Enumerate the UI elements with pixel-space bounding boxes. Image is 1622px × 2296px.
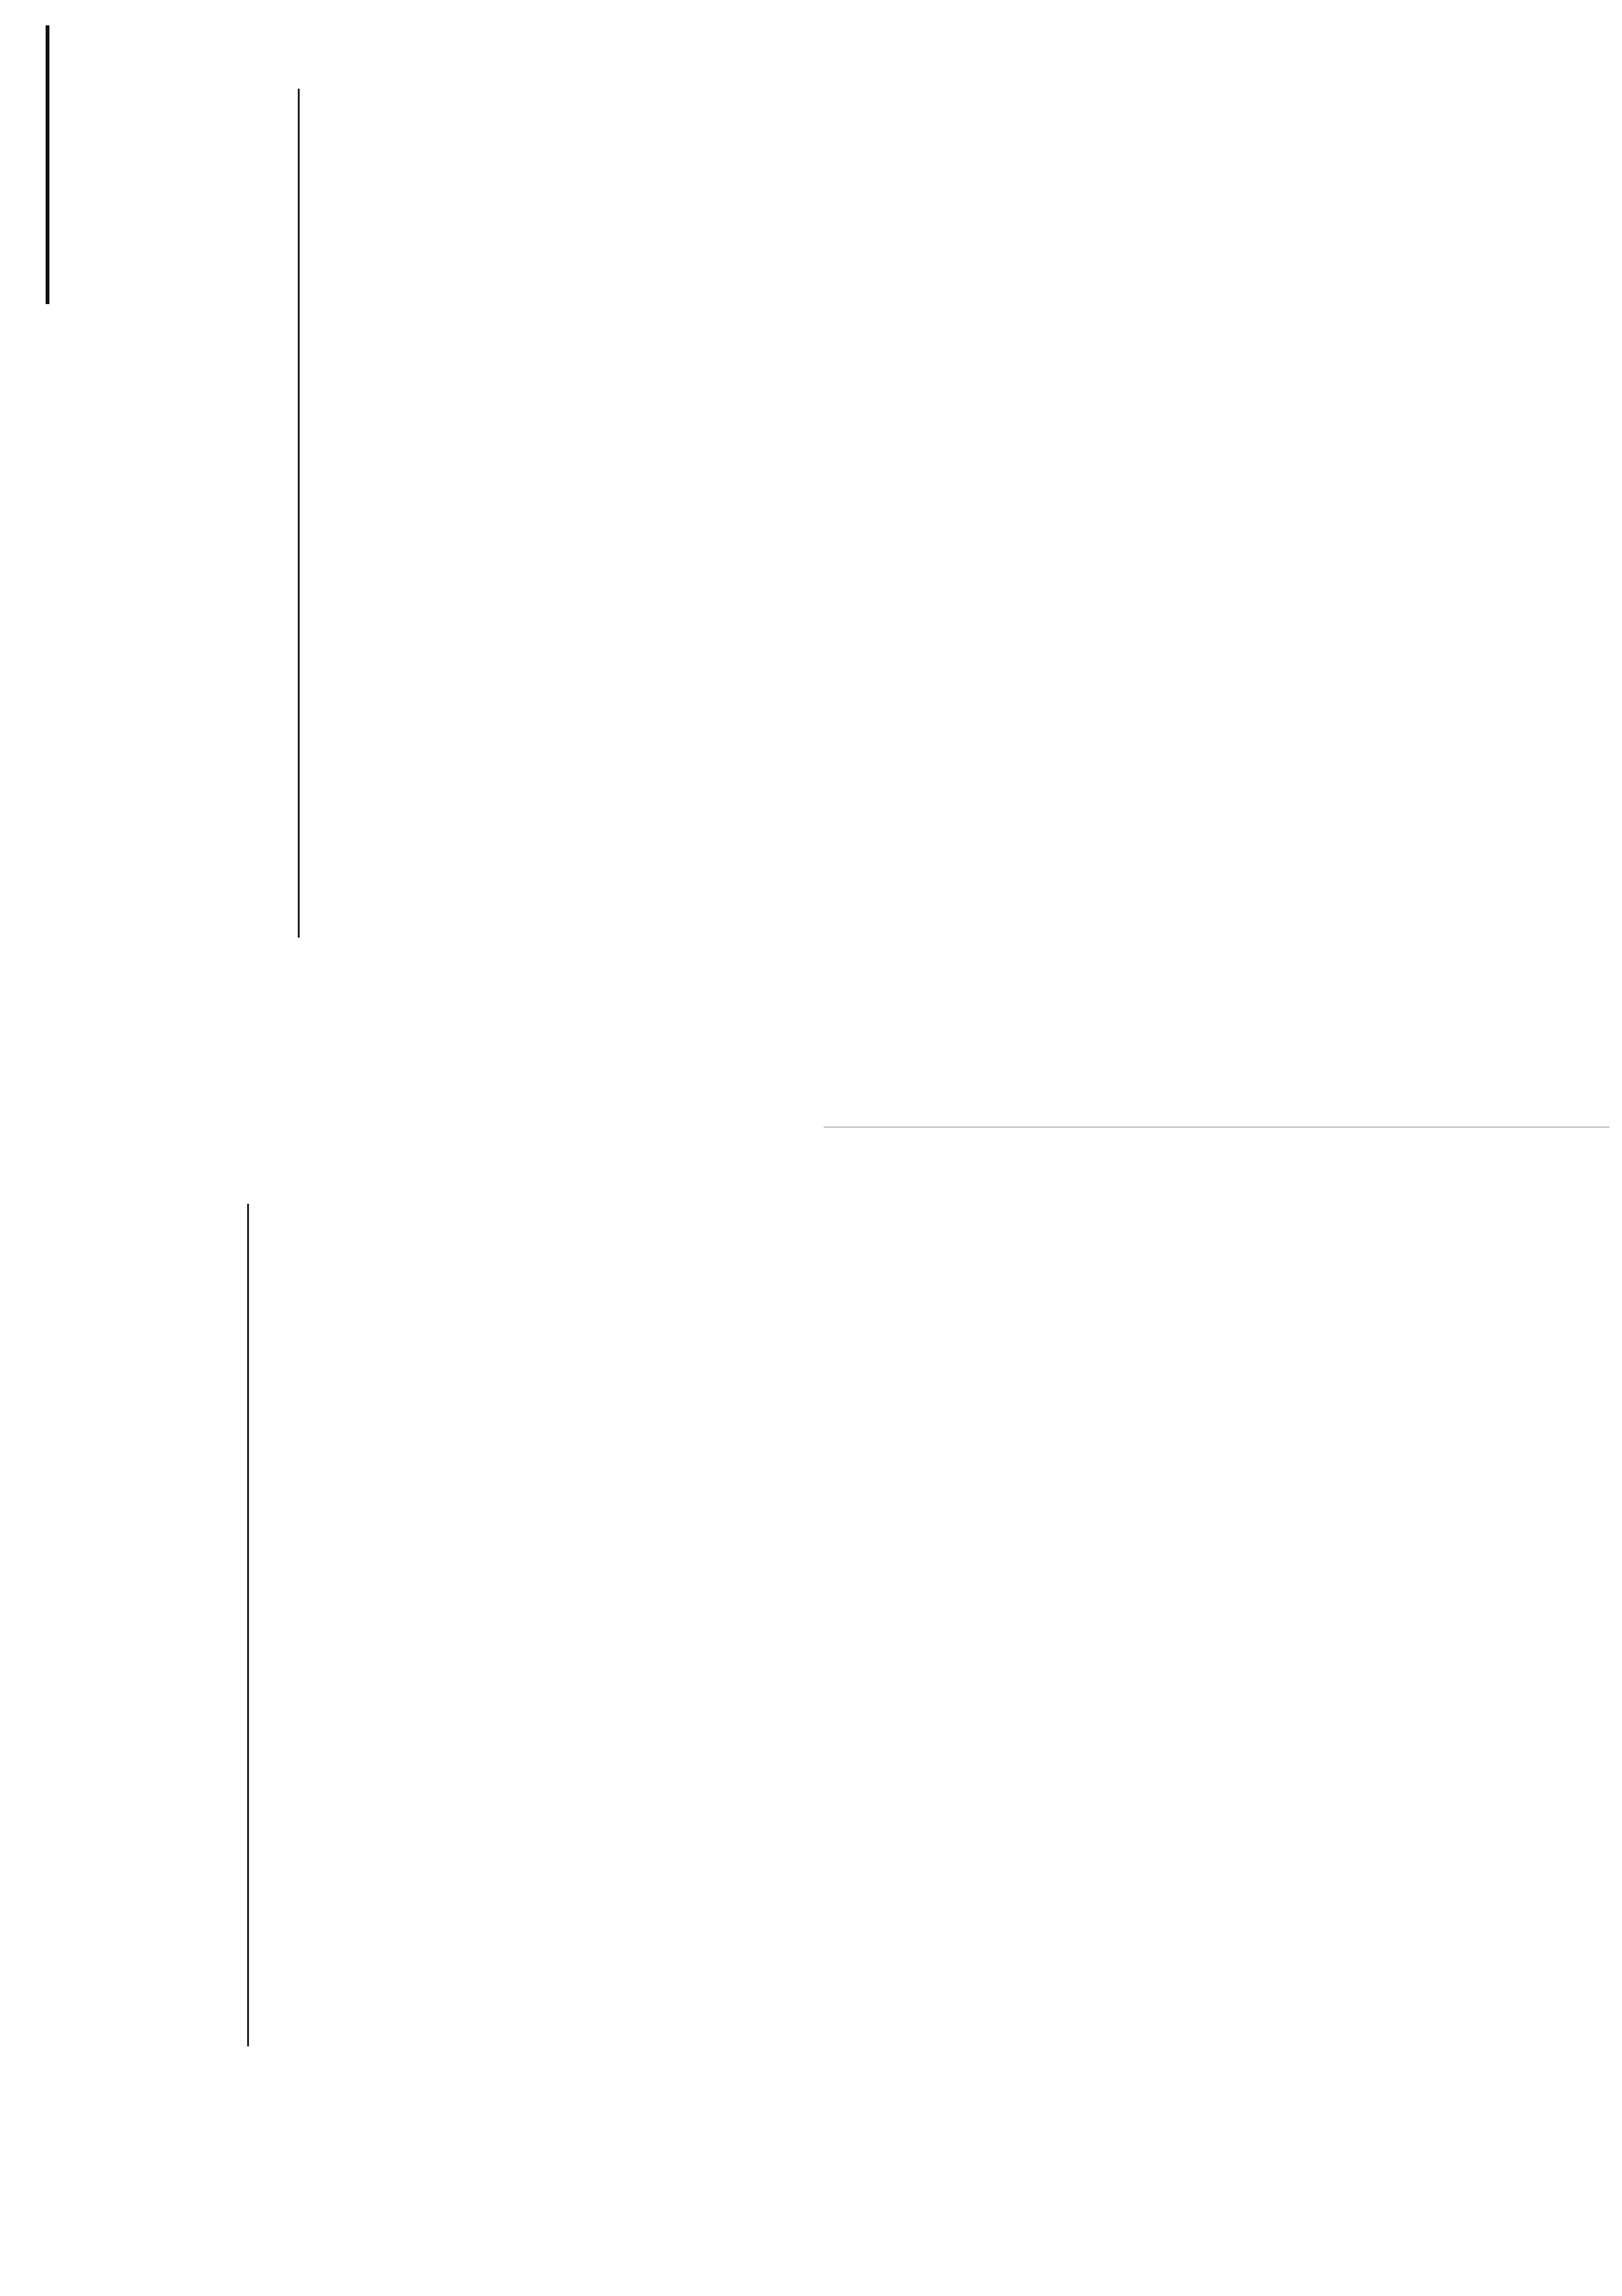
right-page [469,108,1546,893]
top-divider-rule [824,1126,1609,1128]
right-page-header-rule [298,89,300,938]
left-page-header-rule [247,1204,249,2046]
right-page-header [224,108,253,893]
verse-line [321,234,355,266]
binding-mark [46,25,49,304]
